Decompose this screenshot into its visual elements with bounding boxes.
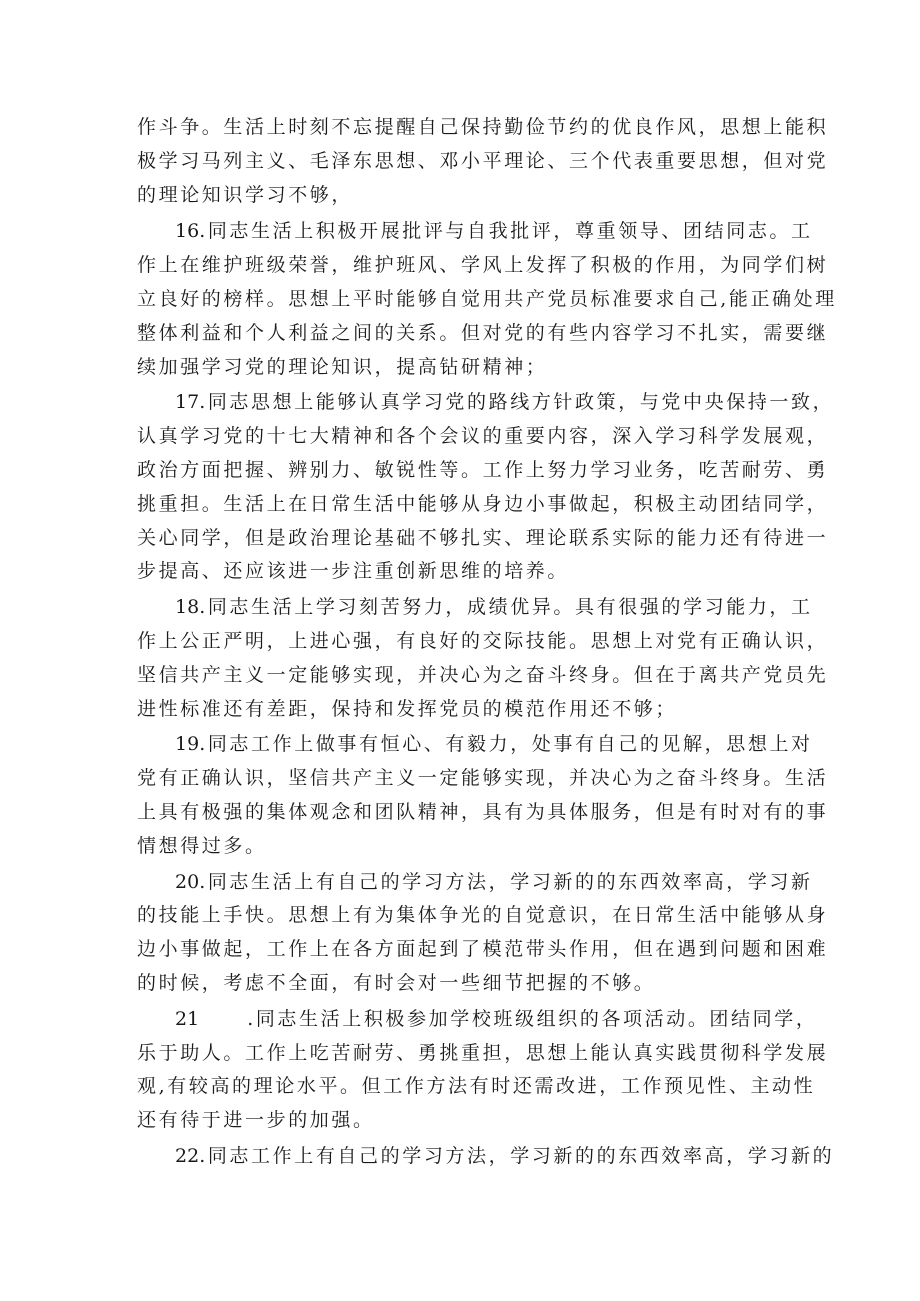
text-line: 认真学习党的十七大精神和各个会议的重要内容，深入学习科学发展观，	[137, 425, 829, 448]
text-fragment: .同志生活上有自己的学习方法，学习新的的东西效率高，学习新	[199, 870, 813, 893]
text-line: 还有待于进一步的加强。	[137, 1109, 375, 1132]
text-line-first	[137, 386, 835, 420]
text-fragment: .同志生活上学习刻苦努力，成绩优异。具有很强的学习能力，工	[199, 596, 813, 619]
item-number: 22	[175, 1144, 200, 1167]
text-line: 党有正确认识，坚信共产主义一定能够实现，并决心为之奋斗终身。生活	[137, 767, 829, 790]
text-line: 作上公正严明，上进心强，有良好的交际技能。思想上对党有正确认识，	[137, 629, 829, 652]
text-line: 作斗争。生活上时刻不忘提醒自己保持勤俭节约的优良作风，思想上能积	[137, 116, 829, 138]
item-number: 20	[175, 870, 200, 893]
item-number: 19	[175, 733, 200, 756]
text-fragment: .同志工作上有自己的学习方法，学习新的的东西效率高，学习新的	[199, 1144, 835, 1167]
text-line: 挑重担。生活上在日常生活中能够从身边小事做起，积极主动团结同学，	[137, 492, 829, 515]
text-line: 步提高、还应该进一步注重创新思维的培养。	[137, 560, 570, 583]
text-line-first	[137, 591, 813, 625]
item-number: 21	[175, 1007, 200, 1030]
paragraph-16	[137, 215, 837, 384]
text-line: 情想得过多。	[137, 834, 267, 857]
text-fragment: .同志工作上做事有恒心、有毅力，处事有自己的见解，思想上对	[199, 733, 813, 756]
text-line-first	[137, 1140, 835, 1174]
text-line: 的理论知识学习不够，	[137, 183, 354, 206]
text-line: 立良好的榜样。思想上平时能够自觉用共产党员标准要求自己,能正确处理	[137, 287, 837, 310]
text-line: 整体利益和个人利益之间的关系。但对党的有些内容学习不扎实，需要继	[137, 321, 829, 344]
paragraph-19	[137, 728, 829, 863]
item-number: 16	[175, 220, 200, 243]
text-line-first	[137, 1003, 818, 1037]
text-fragment: .同志生活上积极参加学校班级组织的各项活动。团结同学，	[247, 1007, 818, 1030]
text-line: 边小事做起，工作上在各方面起到了模范带头作用，但在遇到问题和困难	[137, 938, 829, 961]
paragraph-15-continuation	[137, 111, 829, 212]
text-line: 乐于助人。工作上吃苦耐劳、勇挑重担，思想上能认真实践贯彻科学发展	[137, 1041, 829, 1064]
text-line-first	[137, 728, 813, 762]
item-number: 18	[175, 596, 200, 619]
text-line: 上具有极强的集体观念和团队精神，具有为具体服务，但是有时对有的事	[137, 800, 829, 823]
text-line: 进性标准还有差距，保持和发挥党员的模范作用还不够；	[137, 697, 678, 720]
document-page	[137, 111, 837, 1174]
text-line: 观,有较高的理论水平。但工作方法有时还需改进，工作预见性、主动性	[137, 1075, 816, 1098]
paragraph-22	[137, 1140, 835, 1174]
text-line: 的技能上手快。思想上有为集体争光的自觉意识，在日常生活中能够从身	[137, 904, 829, 927]
text-line: 的时候，考虑不全面，有时会对一些细节把握的不够。	[137, 971, 656, 994]
paragraph-20	[137, 866, 829, 1001]
text-fragment: .同志生活上积极开展批评与自我批评，尊重领导、团结同志。工	[199, 220, 813, 243]
text-line-first	[137, 866, 813, 900]
paragraph-17	[137, 386, 835, 589]
text-line: 续加强学习党的理论知识，提高钻研精神；	[137, 355, 548, 378]
text-fragment: .同志思想上能够认真学习党的路线方针政策，与党中央保持一致，	[199, 391, 835, 414]
paragraph-18	[137, 591, 829, 726]
text-line: 极学习马列主义、毛泽东思想、邓小平理论、三个代表重要思想，但对党	[137, 149, 829, 172]
text-line: 坚信共产主义一定能够实现，并决心为之奋斗终身。但在于离共产党员先	[137, 663, 829, 686]
paragraph-21	[137, 1003, 829, 1138]
text-line-first	[137, 215, 813, 249]
item-number: 17	[175, 391, 200, 414]
text-line: 关心同学，但是政治理论基础不够扎实、理论联系实际的能力还有待进一	[137, 526, 829, 549]
text-line: 政治方面把握、辨别力、敏锐性等。工作上努力学习业务，吃苦耐劳、勇	[137, 458, 829, 481]
text-line: 作上在维护班级荣誉，维护班风、学风上发挥了积极的作用，为同学们树	[137, 254, 829, 277]
